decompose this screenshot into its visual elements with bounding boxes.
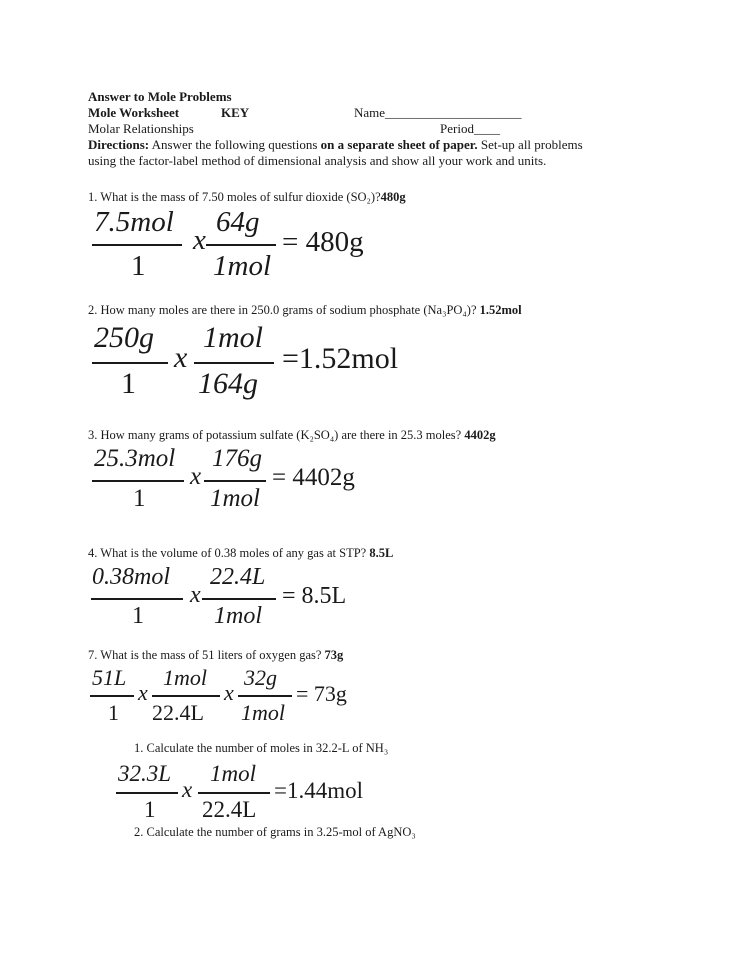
fraction-bar [238,695,292,697]
fraction-bar [91,598,183,600]
denominator-1: 1 [131,250,146,282]
times-sign: x [182,777,193,802]
answer-text: 480g [380,190,406,204]
numerator-2: 1mol [163,665,207,690]
result: =1.44mol [274,778,364,803]
times-sign: x [138,680,148,705]
times-sign: x [190,582,201,608]
denominator-1: 1 [108,700,119,725]
problem-2-question [88,303,522,318]
problem-4-question [88,546,393,561]
worksheet-title: Mole Worksheet [88,105,180,120]
problem-3-question [88,428,496,443]
page-title: Answer to Mole Problems [88,89,232,104]
times-sign: x [193,224,206,256]
denominator-3: 1mol [241,700,285,725]
denominator-2: 1mol [210,485,260,512]
denominator-2: 164g [198,367,258,400]
denominator-1: 1 [133,485,146,512]
directions-text: Answer the following questions [149,137,321,152]
period-label: Period [440,121,474,136]
fraction-bar [90,695,134,697]
result: = 4402g [272,464,355,491]
question-text: 2. How many moles are there in 250.0 grams of sodium phosphate (Na₃PO₄)? [88,303,480,317]
fraction-bar [206,244,276,246]
directions-emphasis: on a separate sheet of paper. [320,137,478,152]
problem-7-question [88,648,343,663]
result: = 480g [282,226,364,258]
answer-text: 73g [324,648,344,662]
question-text: 7. What is the mass of 51 liters of oxygen gas? [88,648,325,662]
fraction-bar [92,362,168,364]
numerator-2: 22.4L [210,564,266,590]
numerator-2: 1mol [203,321,263,354]
directions-label: Directions: [88,137,150,152]
directions [88,137,583,152]
question-text: 3. How many grams of potassium sulfate (K₂SO₄) are there in 25.3 moles? [88,428,465,442]
numerator-1: 25.3mol [94,445,176,472]
fraction-bar [92,480,184,482]
times-sign: x [174,341,188,374]
answer-text: 4402g [464,428,496,442]
numerator-1: 7.5mol [94,206,174,238]
question-text: 4. What is the volume of 0.38 moles of any gas at STP? [88,546,370,560]
numerator-1: 32.3L [118,761,172,786]
denominator-1: 1 [121,367,136,400]
numerator-2: 1mol [210,761,256,786]
denominator-1: 1 [144,797,156,822]
fraction-bar [204,480,266,482]
name-line: _____________________ [385,105,522,120]
extra-2-question: 2. Calculate the number of grams in 3.25-mol of AgNO₃ [134,825,416,839]
period-line: ____ [473,121,500,136]
denominator-1: 1 [132,603,144,629]
numerator-1: 0.38mol [92,564,170,590]
directions-text-2: Set-up all problems [477,137,583,152]
subtitle: Molar Relationships [88,121,194,136]
result: = 73g [296,681,347,706]
answer-text: 1.52mol [479,303,522,317]
key-label: KEY [221,105,250,120]
denominator-2: 22.4L [152,700,204,725]
name-field [354,105,522,120]
directions-line-2: using the factor-label method of dimensional analysis and show all your work and units. [88,153,547,168]
denominator-2: 22.4L [202,797,257,822]
denominator-2: 1mol [214,603,262,629]
fraction-bar [202,598,276,600]
fraction-bar [152,695,220,697]
result: = 8.5L [282,583,347,609]
period-field [440,121,500,136]
answer-text: 8.5L [369,546,394,560]
fraction-bar [198,792,270,794]
numerator-2: 176g [212,445,262,472]
result: =1.52mol [282,342,399,375]
times-sign: x [224,680,234,705]
denominator-2: 1mol [213,250,271,282]
numerator-3: 32g [244,665,277,690]
extra-1-question: 1. Calculate the number of moles in 32.2-L of NH₃ [134,741,389,755]
name-label: Name [354,105,386,120]
fraction-bar [194,362,274,364]
fraction-bar [92,244,182,246]
times-sign: x [190,463,202,490]
problem-1-question [88,190,406,205]
numerator-1: 51L [92,665,127,690]
question-text: 1. What is the mass of 7.50 moles of sulfur dioxide (SO₂)? [88,190,381,204]
numerator-1: 250g [94,321,154,354]
fraction-bar [116,792,178,794]
numerator-2: 64g [216,206,260,238]
